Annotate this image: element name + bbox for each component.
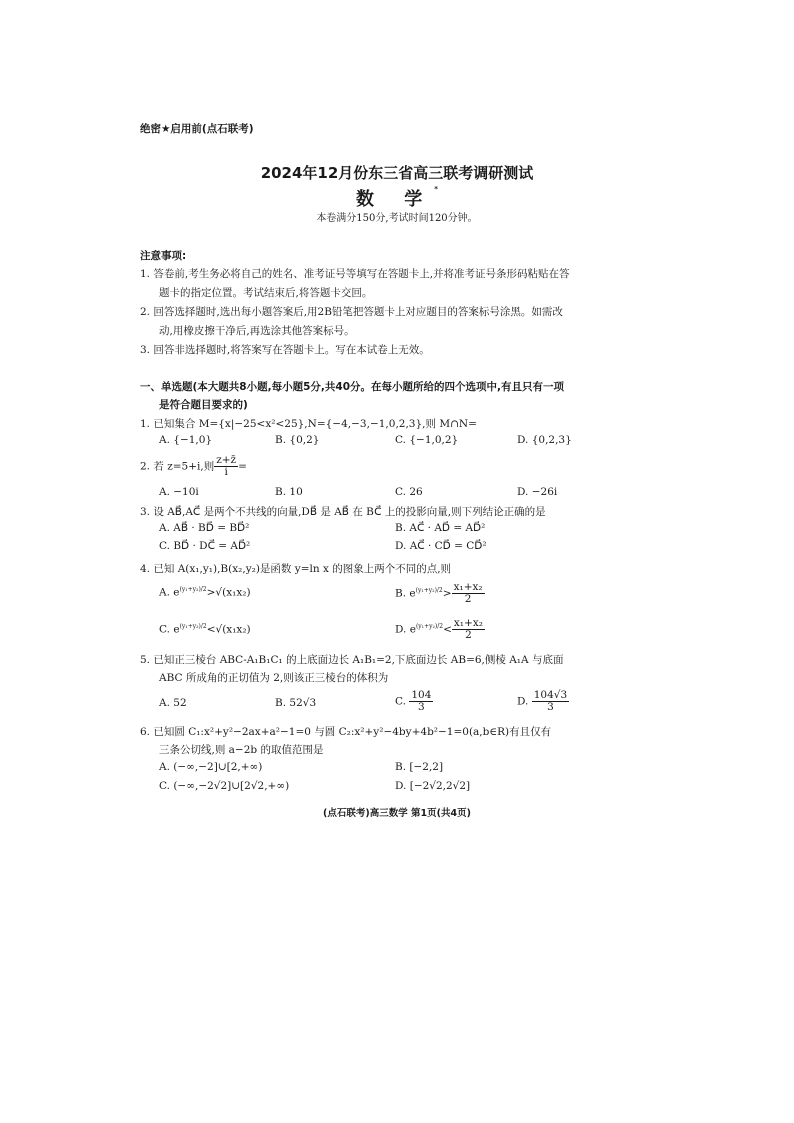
q2-fraction (214, 455, 238, 478)
q3-option-c: C. BD⃗ · DC⃗ = AD⃗² (159, 540, 251, 552)
note-item: 1. 答卷前,考生务必将自己的姓名、准考证号等填写在答题卡上,并将准考证号条形码粘贴在答 (140, 268, 570, 280)
subject-mark: * (434, 185, 438, 193)
q4-b-fraction (452, 582, 485, 605)
q4-option-c (159, 623, 251, 636)
exam-title: 2024年12月份东三省高三联考调研测试 (260, 164, 534, 182)
question-5-stem: 5. 已知正三棱台 ABC-A₁B₁C₁ 的上底面边长 A₁B₁=2,下底面边长 AB=6,侧棱 A₁A 与底面 (140, 654, 564, 666)
note-item: 2. 回答选择题时,选出每小题答案后,用2B铅笔把答题卡上对应题目的答案标号涂黑。如需改 (140, 306, 563, 318)
q4-a-exponent: (y₁+y₂)/2 (179, 586, 207, 593)
q1-option-a: A. {−1,0} (159, 434, 213, 446)
q4-c-base: C. e (159, 623, 180, 636)
q4-c-relation: <√(x₁x₂) (206, 623, 251, 636)
q4-d-base: D. e (395, 623, 416, 636)
q4-a-relation: >√(x₁x₂) (206, 586, 251, 599)
q5-d-den: 3 (547, 701, 554, 714)
q5-option-b: B. 52√3 (275, 697, 317, 709)
q4-d-relation: < (443, 623, 452, 636)
q6-option-b: B. [−2,2] (395, 761, 444, 773)
q4-b-base: B. e (395, 587, 416, 600)
q4-b-relation: > (442, 587, 452, 600)
q5-option-a: A. 52 (159, 697, 187, 709)
q2-frac-num: z+z̄ (216, 454, 237, 466)
q4-option-a (159, 586, 251, 599)
confidential-label: 绝密★启用前(点石联考) (140, 123, 254, 135)
q4-b-exponent: (y₁+y₂)/2 (415, 587, 443, 595)
subject-text: 数 学 (356, 189, 435, 210)
q3-option-d: D. AC⃗ · CD⃗ = CD⃗² (395, 540, 487, 552)
page-footer: (点石联考)高三数学 第1页(共4页) (323, 808, 471, 819)
q2-option-a: A. −10i (159, 486, 199, 498)
q5-c-fraction (409, 690, 433, 713)
q1-option-d: D. {0,2,3} (517, 434, 572, 446)
q5-c-num: 104 (411, 689, 432, 701)
question-1-stem: 1. 已知集合 M={x|−25<x²<25},N={−4,−3,−1,0,2,3},则 M∩N= (140, 418, 477, 430)
q2-stem-prefix: 2. 若 z=5+i,则 (140, 460, 215, 473)
q5-c-den: 3 (418, 701, 425, 714)
q2-option-b: B. 10 (275, 486, 303, 498)
q5-d-label: D. (517, 695, 529, 708)
q5-option-d (517, 690, 569, 713)
q6-option-c: C. (−∞,−2√2]∪[2√2,+∞) (159, 780, 290, 792)
q2-stem-suffix: = (238, 460, 247, 473)
q2-frac-den: i (224, 466, 228, 479)
q2-option-c: C. 26 (395, 486, 423, 498)
section-heading: 一、单选题(本大题共8小题,每小题5分,共40分。在每小题所给的四个选项中,有且只有一项 (140, 381, 564, 393)
q4-a-base: A. e (159, 586, 180, 599)
question-3-stem: 3. 设 AB⃗,AC⃗ 是两个不共线的向量,DB⃗ 是 AB⃗ 在 BC⃗ 上的投影向量,则下列结论正确的是 (140, 506, 546, 518)
q5-option-c (395, 690, 433, 713)
q5-d-fraction (532, 690, 569, 713)
score-time-line: 本卷满分150分,考试时间120分钟。 (316, 213, 478, 224)
q4-c-exponent: (y₁+y₂)/2 (179, 623, 207, 630)
q3-option-a: A. AB⃗ · BD⃗ = BD⃗² (159, 522, 250, 534)
notes-heading: 注意事项: (140, 250, 187, 262)
q1-option-b: B. {0,2} (275, 434, 320, 446)
q4-b-den: 2 (464, 593, 472, 606)
q2-option-d: D. −26i (517, 486, 558, 498)
exam-subject (0, 185, 794, 211)
section-heading-cont: 是符合题目要求的) (159, 399, 248, 411)
note-item: 3. 回答非选择题时,将答案写在答题卡上。写在本试卷上无效。 (140, 344, 430, 356)
question-6-stem: 6. 已知圆 C₁:x²+y²−2ax+a²−1=0 与圆 C₂:x²+y²−4by+4b²−1=0(a,b∈R)有且仅有 (140, 726, 552, 738)
q4-option-d (395, 618, 485, 641)
q6-option-d: D. [−2√2,2√2] (395, 780, 471, 792)
q4-d-exponent: (y₁+y₂)/2 (415, 623, 444, 631)
question-4-stem: 4. 已知 A(x₁,y₁),B(x₂,y₂)是函数 y=ln x 的图象上两个不同的点,则 (140, 563, 452, 575)
q5-d-num: 104√3 (533, 689, 568, 701)
q4-d-fraction (452, 618, 485, 641)
note-item: 题卡的指定位置。考试结束后,将答题卡交回。 (159, 287, 373, 299)
q6-option-a: A. (−∞,−2]∪[2,+∞) (159, 761, 263, 773)
question-5-stem-cont: ABC 所成角的正切值为 2,则该正三棱台的体积为 (159, 672, 389, 684)
q4-d-den: 2 (465, 629, 472, 642)
q4-d-num: x₁+x₂ (453, 617, 483, 629)
q4-option-b (395, 582, 485, 605)
q3-option-b: B. AC⃗ · AD⃗ = AD⃗² (395, 522, 486, 534)
note-item: 动,用橡皮擦干净后,再选涂其他答案标号。 (159, 325, 355, 337)
question-2-stem (140, 455, 247, 478)
q1-option-c: C. {−1,0,2} (395, 434, 459, 446)
q4-b-num: x₁+x₂ (453, 581, 483, 593)
question-6-stem-cont: 三条公切线,则 a−2b 的取值范围是 (159, 744, 324, 756)
q5-c-label: C. (395, 695, 406, 708)
